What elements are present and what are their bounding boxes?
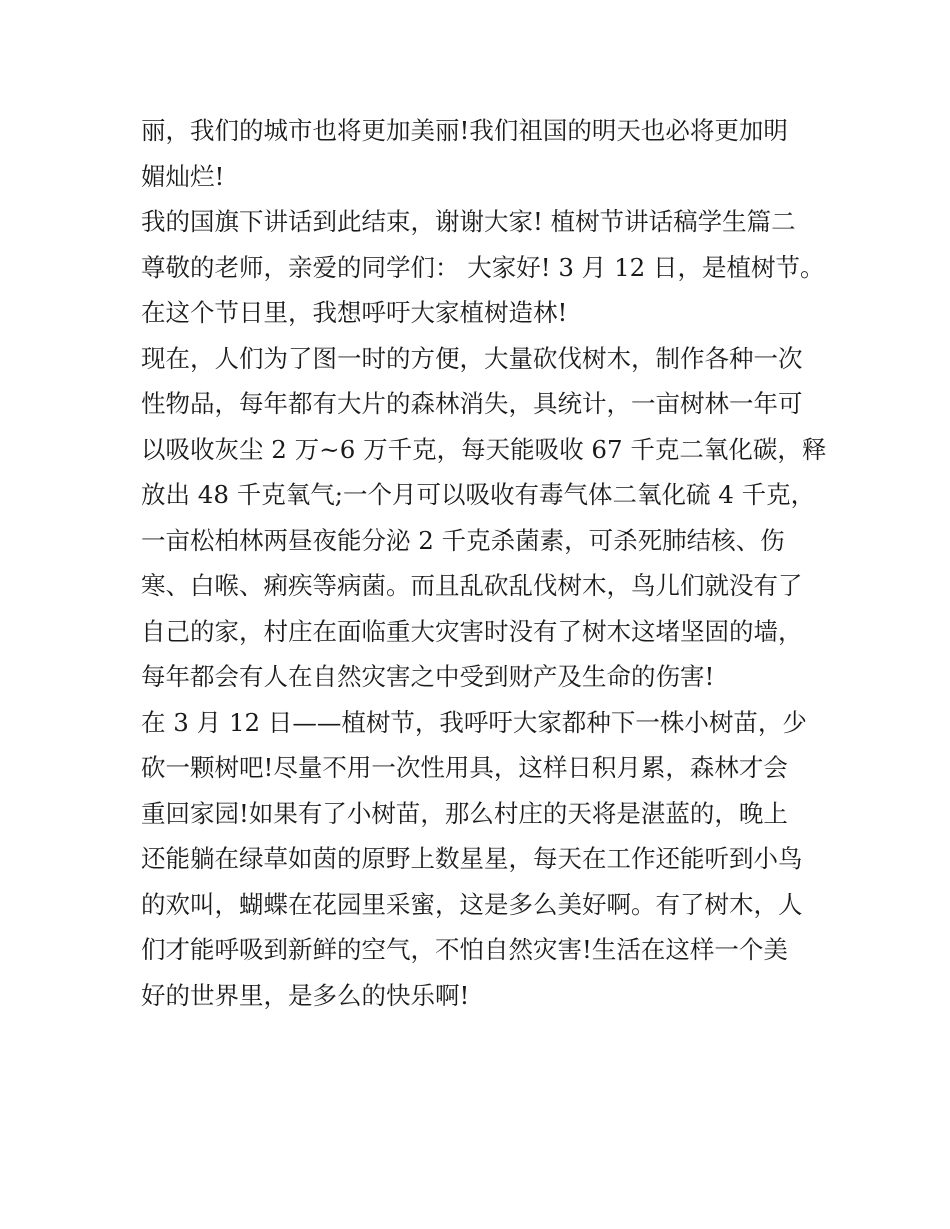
document-body	[141, 108, 827, 1018]
text-line: 放出 48 千克氧气;一个月可以吸收有毒气体二氧化硫 4 千克，	[141, 480, 816, 509]
text-line: 们才能呼吸到新鲜的空气，不怕自然灾害!生活在这样一个美	[141, 935, 788, 964]
text-line: 好的世界里，是多么的快乐啊!	[141, 980, 470, 1010]
text-line: 性物品，每年都有大片的森林消失，具统计，一亩树林一年可	[141, 389, 803, 418]
text-line: 媚灿烂!	[141, 161, 225, 191]
text-line: 重回家园!如果有了小树苗，那么村庄的天将是湛蓝的，晚上	[141, 798, 788, 828]
text-line: 现在，人们为了图一时的方便，大量砍伐树木，制作各种一次	[141, 343, 803, 373]
text-line: 我的国旗下讲话到此结束，谢谢大家! 植树节讲话稿学生篇二	[141, 207, 796, 236]
text-line: 在 3 月 12 日——植树节，我呼吁大家都种下一株小树苗，少	[141, 707, 807, 737]
text-line: 丽，我们的城市也将更加美丽!我们祖国的明天也必将更加明	[141, 116, 788, 145]
text-line: 每年都会有人在自然灾害之中受到财产及生命的伤害!	[141, 662, 715, 691]
text-line: 在这个节日里，我想呼吁大家植树造林!	[141, 298, 568, 327]
text-line: 一亩松柏林两昼夜能分泌 2 千克杀菌素，可杀死肺结核、伤	[141, 525, 785, 555]
text-line: 还能躺在绿草如茵的原野上数星星，每天在工作还能听到小鸟	[141, 844, 803, 873]
text-line: 的欢叫，蝴蝶在花园里采蜜，这是多么美好啊。有了树木，人	[141, 889, 803, 919]
text-line: 寒、白喉、痢疾等病菌。而且乱砍乱伐树木，鸟儿们就没有了	[141, 571, 803, 600]
text-line: 自己的家，村庄在面临重大灾害时没有了树木这堵坚固的墙，	[141, 616, 803, 646]
text-line: 砍一颗树吧!尽量不用一次性用具，这样日积月累，森林才会	[141, 753, 788, 782]
text-line: 以吸收灰尘 2 万~6 万千克，每天能吸收 67 千克二氧化碳，释	[141, 434, 827, 464]
text-line: 尊敬的老师，亲爱的同学们： 大家好! 3 月 12 日，是植树节。	[141, 252, 825, 282]
